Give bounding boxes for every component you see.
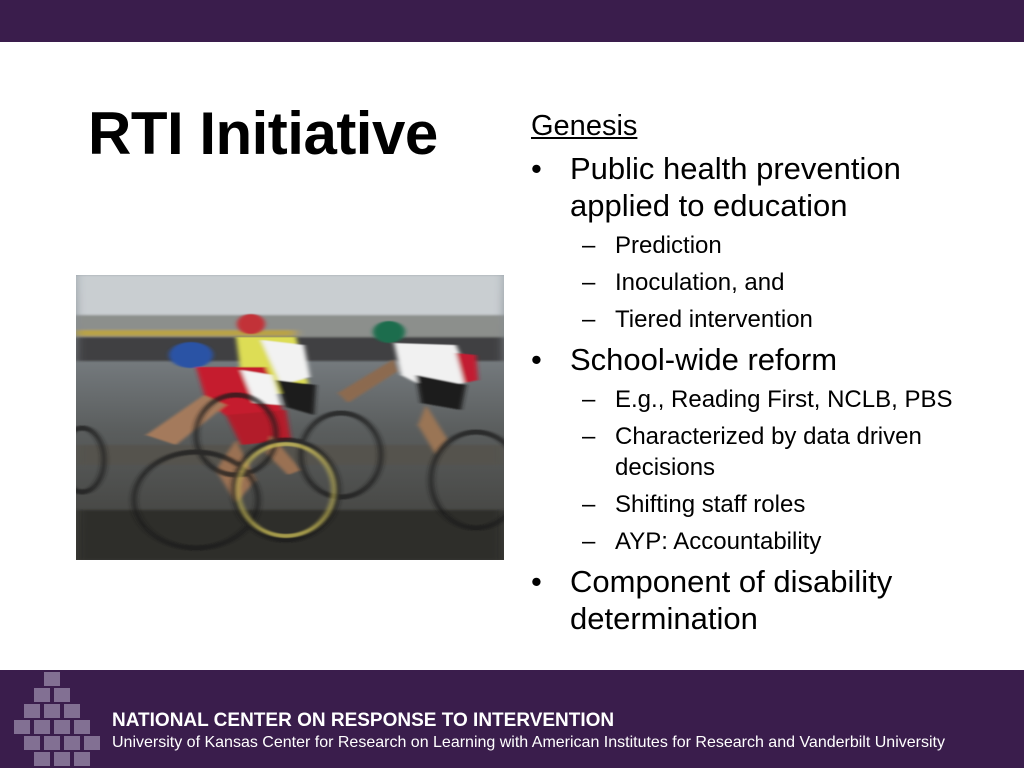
dash-icon: – <box>582 386 596 413</box>
bullet-icon: • <box>531 564 542 599</box>
bullet-text: Component of disability determination <box>570 564 893 636</box>
slide-title: RTI Initiative <box>88 100 438 167</box>
bullet-text: Public health prevention applied to education <box>570 151 901 223</box>
sub-bullet-item <box>531 489 1001 520</box>
bullet-item <box>531 150 1001 224</box>
stacked-cubes-icon <box>10 670 106 773</box>
bullet-icon: • <box>531 151 542 186</box>
content-area <box>531 108 1001 637</box>
top-banner <box>0 0 1024 42</box>
sub-bullet-text: Tiered intervention <box>615 306 813 333</box>
footer-banner <box>0 670 1024 768</box>
section-heading: Genesis <box>531 110 638 142</box>
sub-bullet-text: E.g., Reading First, NCLB, PBS <box>615 386 953 413</box>
sub-bullet-text: Shifting staff roles <box>615 491 806 518</box>
cyclists-photo <box>76 275 504 560</box>
dash-icon: – <box>582 423 596 450</box>
dash-icon: – <box>582 491 596 518</box>
sub-bullet-text: Characterized by data driven decisions <box>615 423 922 481</box>
dash-icon: – <box>582 232 596 259</box>
dash-icon: – <box>582 269 596 296</box>
sub-bullet-text: Prediction <box>615 232 722 259</box>
sub-bullet-item <box>531 230 1001 261</box>
dash-icon: – <box>582 528 596 555</box>
bullet-icon: • <box>531 342 542 377</box>
sub-bullet-text: Inoculation, and <box>615 269 785 296</box>
sub-bullet-item <box>531 304 1001 335</box>
sub-bullet-text: AYP: Accountability <box>615 528 822 555</box>
bullet-item <box>531 341 1001 378</box>
sub-bullet-item <box>531 526 1001 557</box>
dash-icon: – <box>582 306 596 333</box>
organization-partners: University of Kansas Center for Research on Learning with American Institutes for Research and Vanderbilt University <box>112 734 945 751</box>
bullet-item <box>531 563 1001 637</box>
sub-bullet-item <box>531 384 1001 415</box>
bullet-text: School-wide reform <box>570 342 838 377</box>
sub-bullet-item <box>531 421 1001 483</box>
organization-name: NATIONAL CENTER ON RESPONSE TO INTERVENTION <box>112 710 615 731</box>
sub-bullet-item <box>531 267 1001 298</box>
